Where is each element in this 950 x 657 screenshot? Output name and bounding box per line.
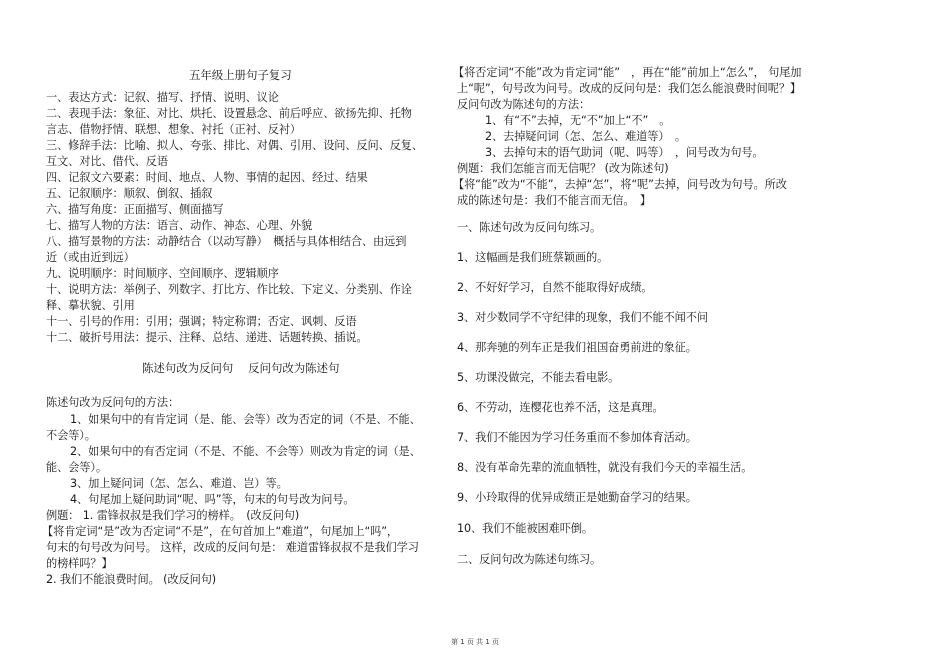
text-line: 十、说明方法：举例子、列数字、打比方、作比较、下定义、分类别、作诠 — [46, 283, 412, 296]
exercise-item: 6、不劳动，连樱花也养不活，这是真理。 — [457, 401, 664, 414]
text-line: 反问句改为陈述句的方法： — [457, 98, 591, 111]
text-line: 上“呢”，句号改为问号。改成的反问句是：我们怎么能浪费时间呢？】 — [457, 82, 802, 95]
text-line: 言志、借物抒情、联想、想象、衬托（正衬、反衬） — [46, 123, 302, 136]
method-line: 不会等）。 — [46, 429, 96, 442]
exercise-item: 10、我们不能被困难吓倒。 — [457, 522, 593, 535]
text-line: 近（或由近到远） — [46, 251, 135, 264]
exercise-item: 8、没有革命先辈的流血牺牲，就没有我们今天的幸福生活。 — [457, 461, 753, 474]
exercise-title: 二、反问句改为陈述句练习。 — [457, 553, 602, 566]
text-line: 二、表现手法：象征、对比、烘托、设置悬念、前后呼应、欲扬先抑、托物 — [46, 107, 412, 120]
text-line: 互文、对比、借代、反语 — [46, 155, 168, 168]
method-line: 2、去掉疑问词（怎、怎么、难道等） 。 — [485, 130, 686, 143]
method-line: 1、如果句中的有肯定词（是、能、会等）改为否定的词（不是、不能、 — [70, 413, 421, 426]
method-line: 1、有“不”去掉，无“不”加上“不” 。 — [485, 114, 671, 127]
section-title: 陈述句改为反问句 反问句改为陈述句 — [142, 361, 340, 375]
exercise-item: 7、我们不能因为学习任务重而不参加体育活动。 — [457, 431, 697, 444]
example-line: 句末的句号改为问号。 这样，改成的反问句是： 难道雷锋叔叔不是我们学习 — [46, 541, 419, 554]
example-line: 的榜样吗？】 — [46, 557, 113, 570]
text-line: 一、表达方式：记叙、描写、抒情、说明、议论 — [46, 91, 279, 104]
exercise-item: 1、这幅画是我们班蔡颖画的。 — [457, 251, 609, 264]
text-line: 【将否定词“不能”改为肯定词“能” ，再在“能”前加上“怎么”， 句尾加 — [453, 66, 802, 79]
exercise-item: 3、对少数同学不守纪律的现象，我们不能不闻不问 — [457, 311, 708, 324]
example-line: 【将肯定词“是”改为否定词“不是”，在句首加上“难道”，句尾加上“吗”， — [42, 525, 399, 538]
text-line: 十二、破折号用法：提示、注释、总结、递进、话题转换、插说。 — [46, 331, 368, 344]
example-line: 例题：我们怎能言而无信呢？ (改为陈述句) — [457, 162, 669, 175]
method-line: 能、会等）。 — [46, 461, 107, 474]
method-line: 4、句尾加上疑问助词“呢、吗”等，句末的句号改为问号。 — [70, 493, 355, 506]
exercise-item: 9、小玲取得的优异成绩正是她勤奋学习的结果。 — [457, 491, 697, 504]
method-line: 2、如果句中的有否定词（不是、不能、不会等）则改为肯定的词（是、 — [70, 445, 421, 458]
example-line: 例题： 1. 雷锋叔叔是我们学习的榜样。 (改反问句) — [46, 509, 300, 522]
example-line: 成的陈述句是：我们不能言而无信。 】 — [457, 194, 651, 207]
text-line: 五、记叙顺序：顺叙、倒叙、插叙 — [46, 187, 213, 200]
text-line: 十一、引号的作用：引用；强调；特定称谓；否定、讽刺、反语 — [46, 315, 357, 328]
text-line: 九、说明顺序：时间顺序、空间顺序、逻辑顺序 — [46, 267, 279, 280]
method-title: 陈述句改为反问句的方法： — [46, 396, 180, 409]
exercise-item: 4、那奔驰的列车正是我们祖国奋勇前进的象征。 — [457, 341, 697, 354]
exercise-item: 2、不好好学习，自然不能取得好成绩。 — [457, 281, 653, 294]
page-footer: 第 1 页 共 1 页 — [450, 638, 500, 646]
text-line: 释、摹状貌、引用 — [46, 299, 135, 312]
method-line: 3、加上疑问词（怎、怎么、难道、岂）等。 — [70, 477, 288, 490]
exercise-title: 一、陈述句改为反问句练习。 — [457, 221, 602, 234]
text-line: 三、修辞手法：比喻、拟人、夸张、排比、对偶、引用、设问、反问、反复、 — [46, 139, 423, 152]
exercise-item: 5、功课没做完，不能去看电影。 — [457, 371, 620, 384]
method-line: 3、去掉句末的语气助词（呢、吗等） ，问号改为句号。 — [485, 146, 764, 159]
text-line: 四、记叙文六要素：时间、地点、人物、事情的起因、经过、结果 — [46, 171, 368, 184]
text-line: 七、描写人物的方法：语言、动作、神态、心理、外貌 — [46, 219, 313, 232]
page-title: 五年级上册句子复习 — [189, 68, 292, 82]
text-line: 六、描写角度：正面描写、侧面描写 — [46, 203, 224, 216]
text-line: 八、描写景物的方法：动静结合（以动写静） 概括与具体相结合、由远到 — [46, 235, 407, 248]
example-line: 【将“能”改为“不能”，去掉“怎”，将“呢”去掉，问号改为句号。所改 — [453, 178, 787, 191]
example-line: 2. 我们不能浪费时间。 (改反问句) — [46, 573, 217, 586]
